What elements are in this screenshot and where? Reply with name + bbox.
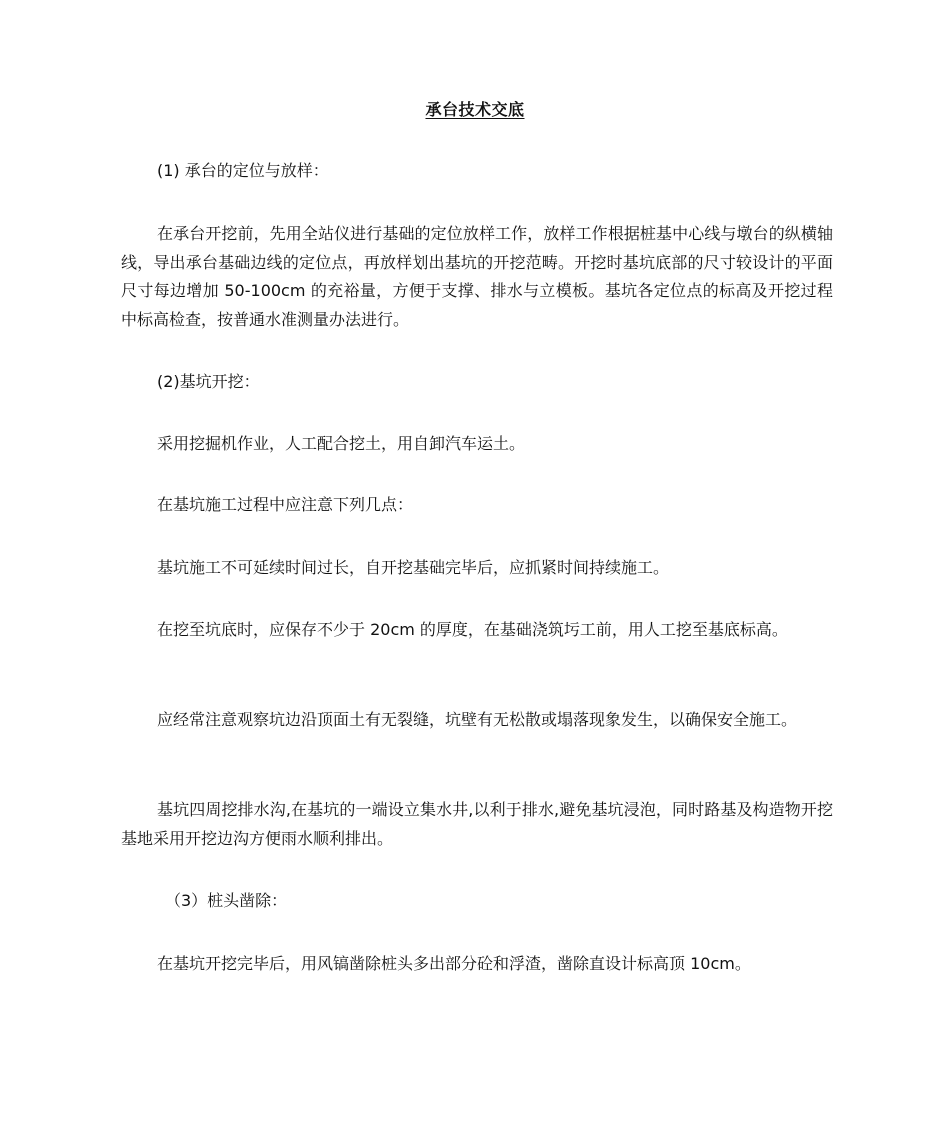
section-heading-pile-head: （3）桩头凿除： — [165, 891, 288, 910]
document-title: 承台技术交底 — [425, 100, 525, 119]
paragraph-positioning-details: 在承台开挖前，先用全站仪进行基础的定位放样工作，放样工作根据桩基中心线与墩台的纵横轴线，导出承台基础边线的定位点，再放样划出基坑的开挖范畴。开挖时基坑底部的尺寸较设计的平面尺寸每边增加 50-100cm 的充裕量，方便于支撑、排水与立模板。基坑各定位点的标高及开挖过程中标高检查，按普通水准测量办法进行。 — [121, 224, 833, 329]
paragraph-excavation-method: 采用挖掘机作业，人工配合挖土，用自卸汽车运土。 — [157, 434, 526, 453]
paragraph-note-duration: 基坑施工不可延续时间过长，自开挖基础完毕后，应抓紧时间持续施工。 — [157, 558, 670, 577]
paragraph-note-observation: 应经常注意观察坑边沿顶面土有无裂缝，坑壁有无松散或塌落现象发生，以确保安全施工。 — [157, 710, 798, 729]
section-heading-positioning: (1) 承台的定位与放样： — [157, 161, 329, 180]
paragraph-pile-head-removal: 在基坑开挖完毕后，用风镐凿除桩头多出部分砼和浮渣，凿除直设计标高顶 10cm。 — [157, 954, 751, 973]
paragraph-note-bottom-thickness: 在挖至坑底时，应保存不少于 20cm 的厚度，在基础浇筑圬工前，用人工挖至基底标高。 — [157, 620, 788, 639]
section-heading-excavation: (2)基坑开挖： — [157, 372, 260, 391]
paragraph-note-drainage: 基坑四周挖排水沟,在基坑的一端设立集水井,以利于排水,避免基坑浸泡，同时路基及构造物开挖基地采用开挖边沟方便雨水顺利排出。 — [121, 800, 833, 848]
paragraph-notes-intro: 在基坑施工过程中应注意下列几点： — [157, 495, 414, 514]
